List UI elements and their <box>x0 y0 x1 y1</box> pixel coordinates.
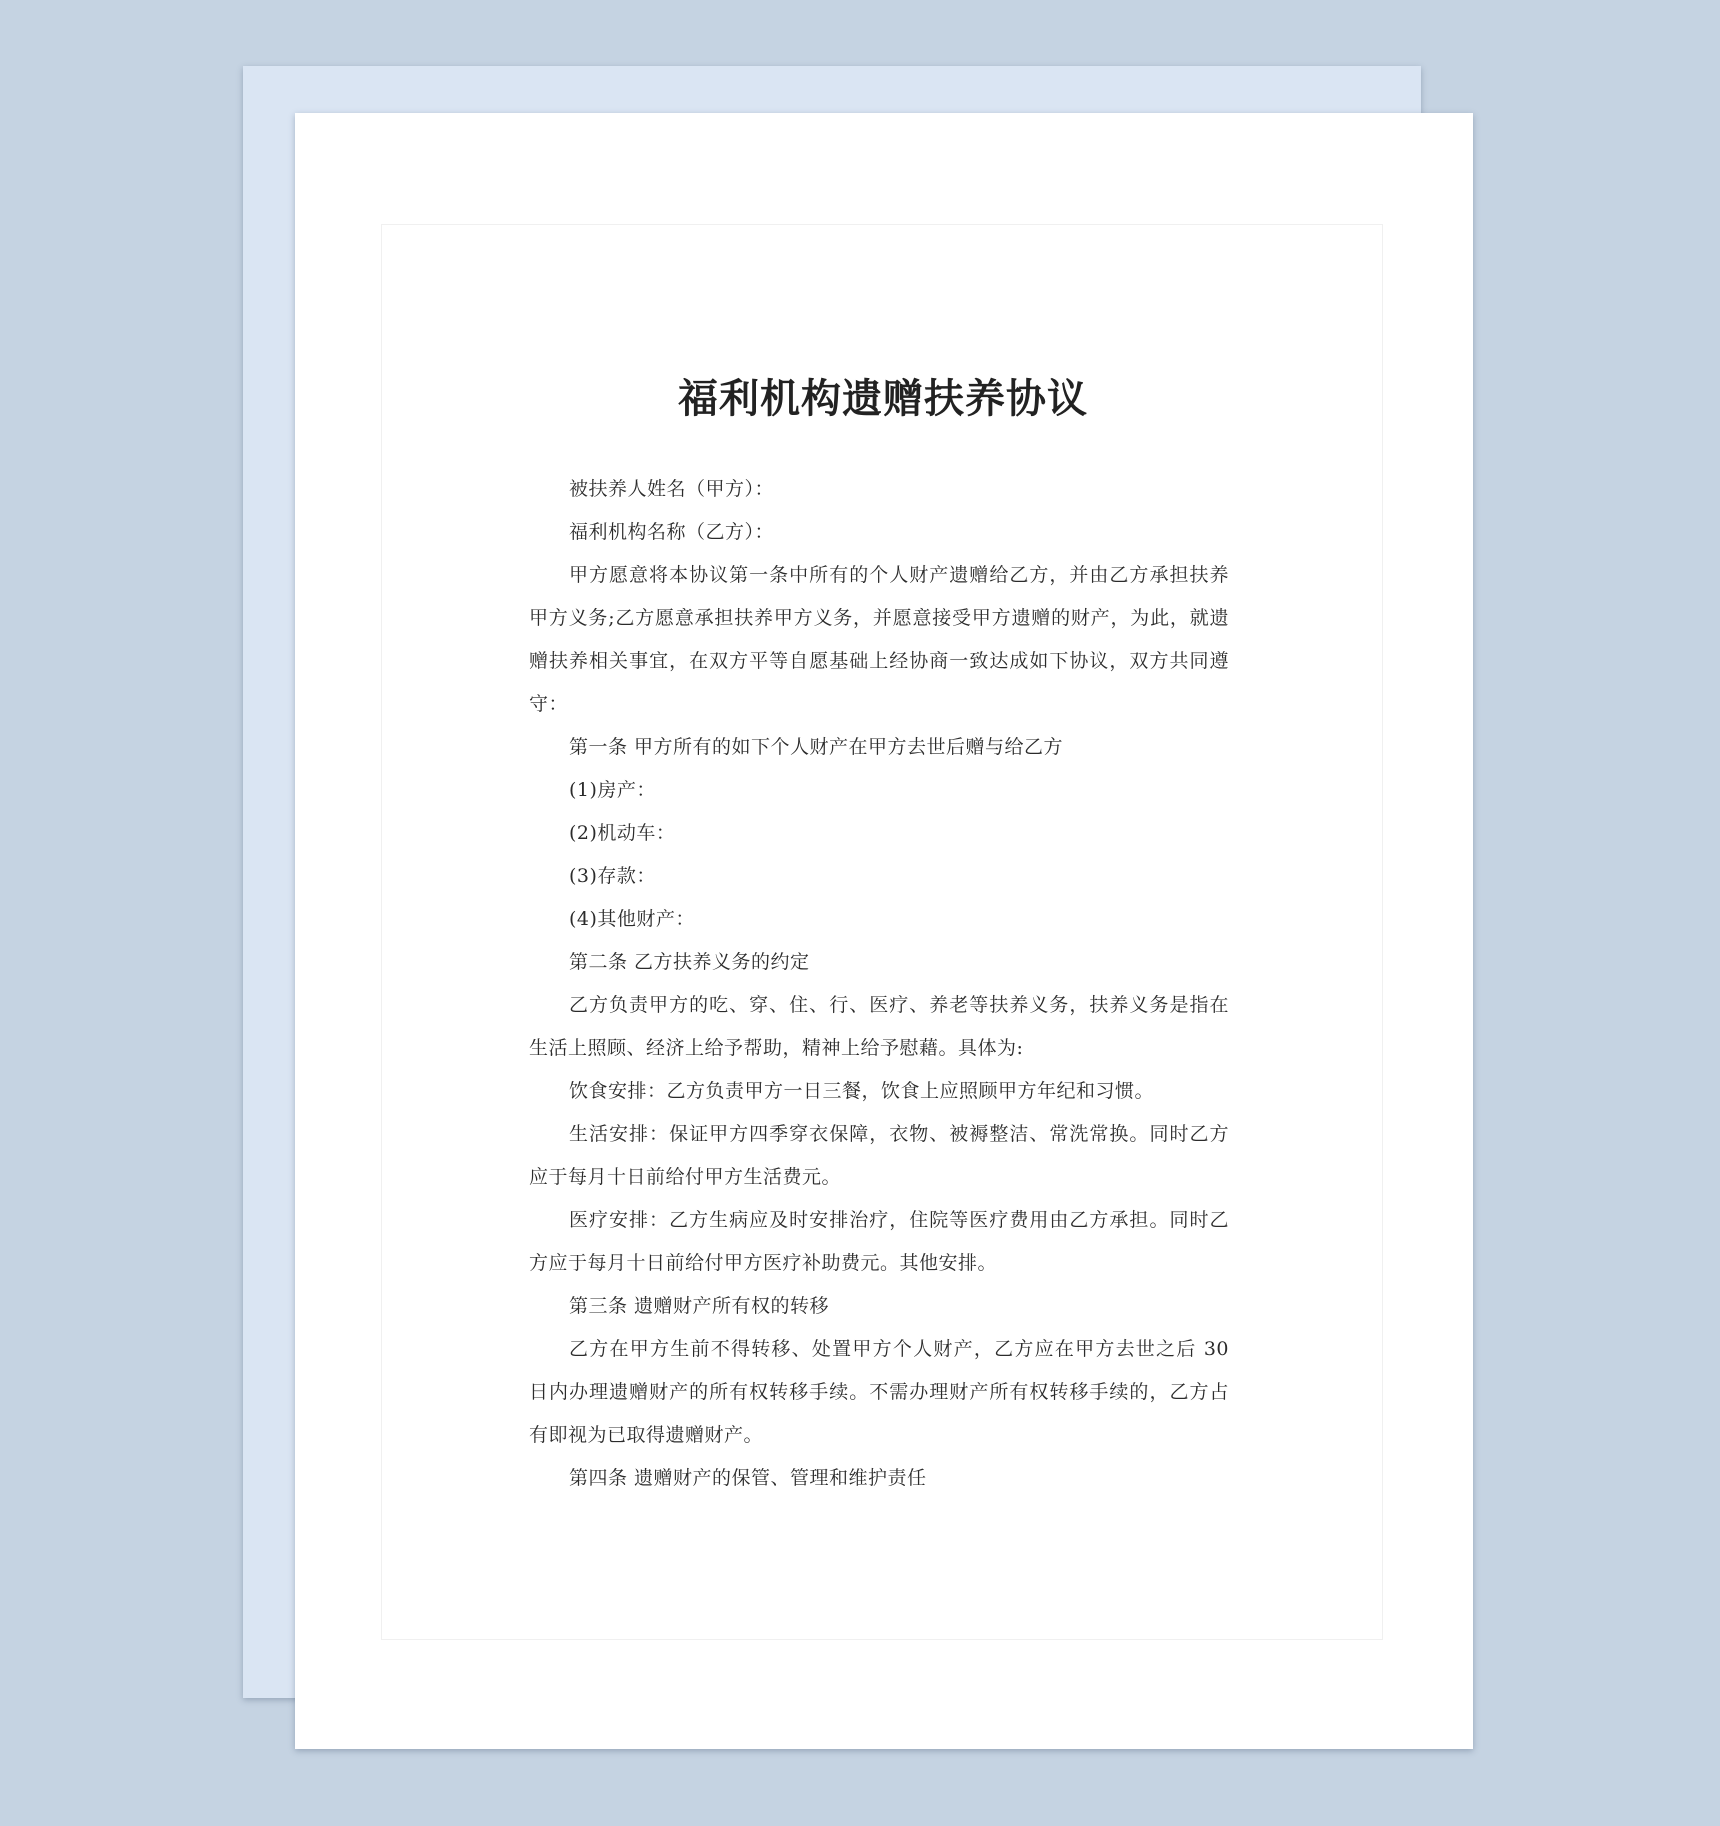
medical-arrangement-paragraph: 医疗安排：乙方生病应及时安排治疗，住院等医疗费用由乙方承担。同时乙方应于每月十日前给付甲方医疗补助费元。其他安排。 <box>529 1209 1229 1274</box>
article-3-heading: 第三条 遗赠财产所有权的转移 <box>569 1295 830 1317</box>
ownership-transfer-paragraph: 乙方在甲方生前不得转移、处置甲方个人财产，乙方应在甲方去世之后 30 日内办理遗赠财产的所有权转移手续。不需办理财产所有权转移手续的，乙方占有即视为已取得遗赠财产。 <box>529 1338 1229 1446</box>
living-arrangement-paragraph: 生活安排：保证甲方四季穿衣保障，衣物、被褥整洁、常洗常换。同时乙方应于每月十日前给付甲方生活费元。 <box>529 1123 1229 1188</box>
article-1-heading: 第一条 甲方所有的如下个人财产在甲方去世后赠与给乙方 <box>569 736 1064 758</box>
article-2-heading: 第二条 乙方扶养义务的约定 <box>569 951 810 973</box>
property-item-deposit: (3)存款： <box>569 865 656 887</box>
property-item-other: (4)其他财产： <box>569 908 695 930</box>
property-item-vehicle: (2)机动车： <box>569 822 676 844</box>
document-body <box>529 468 1229 1500</box>
preamble-paragraph: 甲方愿意将本协议第一条中所有的个人财产遗赠给乙方，并由乙方承担扶养甲方义务;乙方愿意承担扶养甲方义务，并愿意接受甲方遗赠的财产，为此，就遗赠扶养相关事宜，在双方平等自愿基础上经协商一致达成如下协议，双方共同遵守： <box>529 564 1229 715</box>
support-duty-paragraph: 乙方负责甲方的吃、穿、住、行、医疗、养老等扶养义务，扶养义务是指在生活上照顾、经济上给予帮助，精神上给予慰藉。具体为: <box>529 994 1229 1059</box>
diet-arrangement-paragraph: 饮食安排：乙方负责甲方一日三餐，饮食上应照顾甲方年纪和习惯。 <box>569 1080 1155 1102</box>
article-4-heading: 第四条 遗赠财产的保管、管理和维护责任 <box>569 1467 927 1489</box>
property-item-house: (1)房产： <box>569 779 656 801</box>
document-title: 福利机构遗赠扶养协议 <box>678 375 1088 422</box>
document-page <box>295 113 1473 1749</box>
party-a-name-line: 被扶养人姓名（甲方）： <box>569 478 775 500</box>
party-b-name-line: 福利机构名称（乙方）： <box>569 521 775 543</box>
content-frame <box>381 224 1383 1640</box>
